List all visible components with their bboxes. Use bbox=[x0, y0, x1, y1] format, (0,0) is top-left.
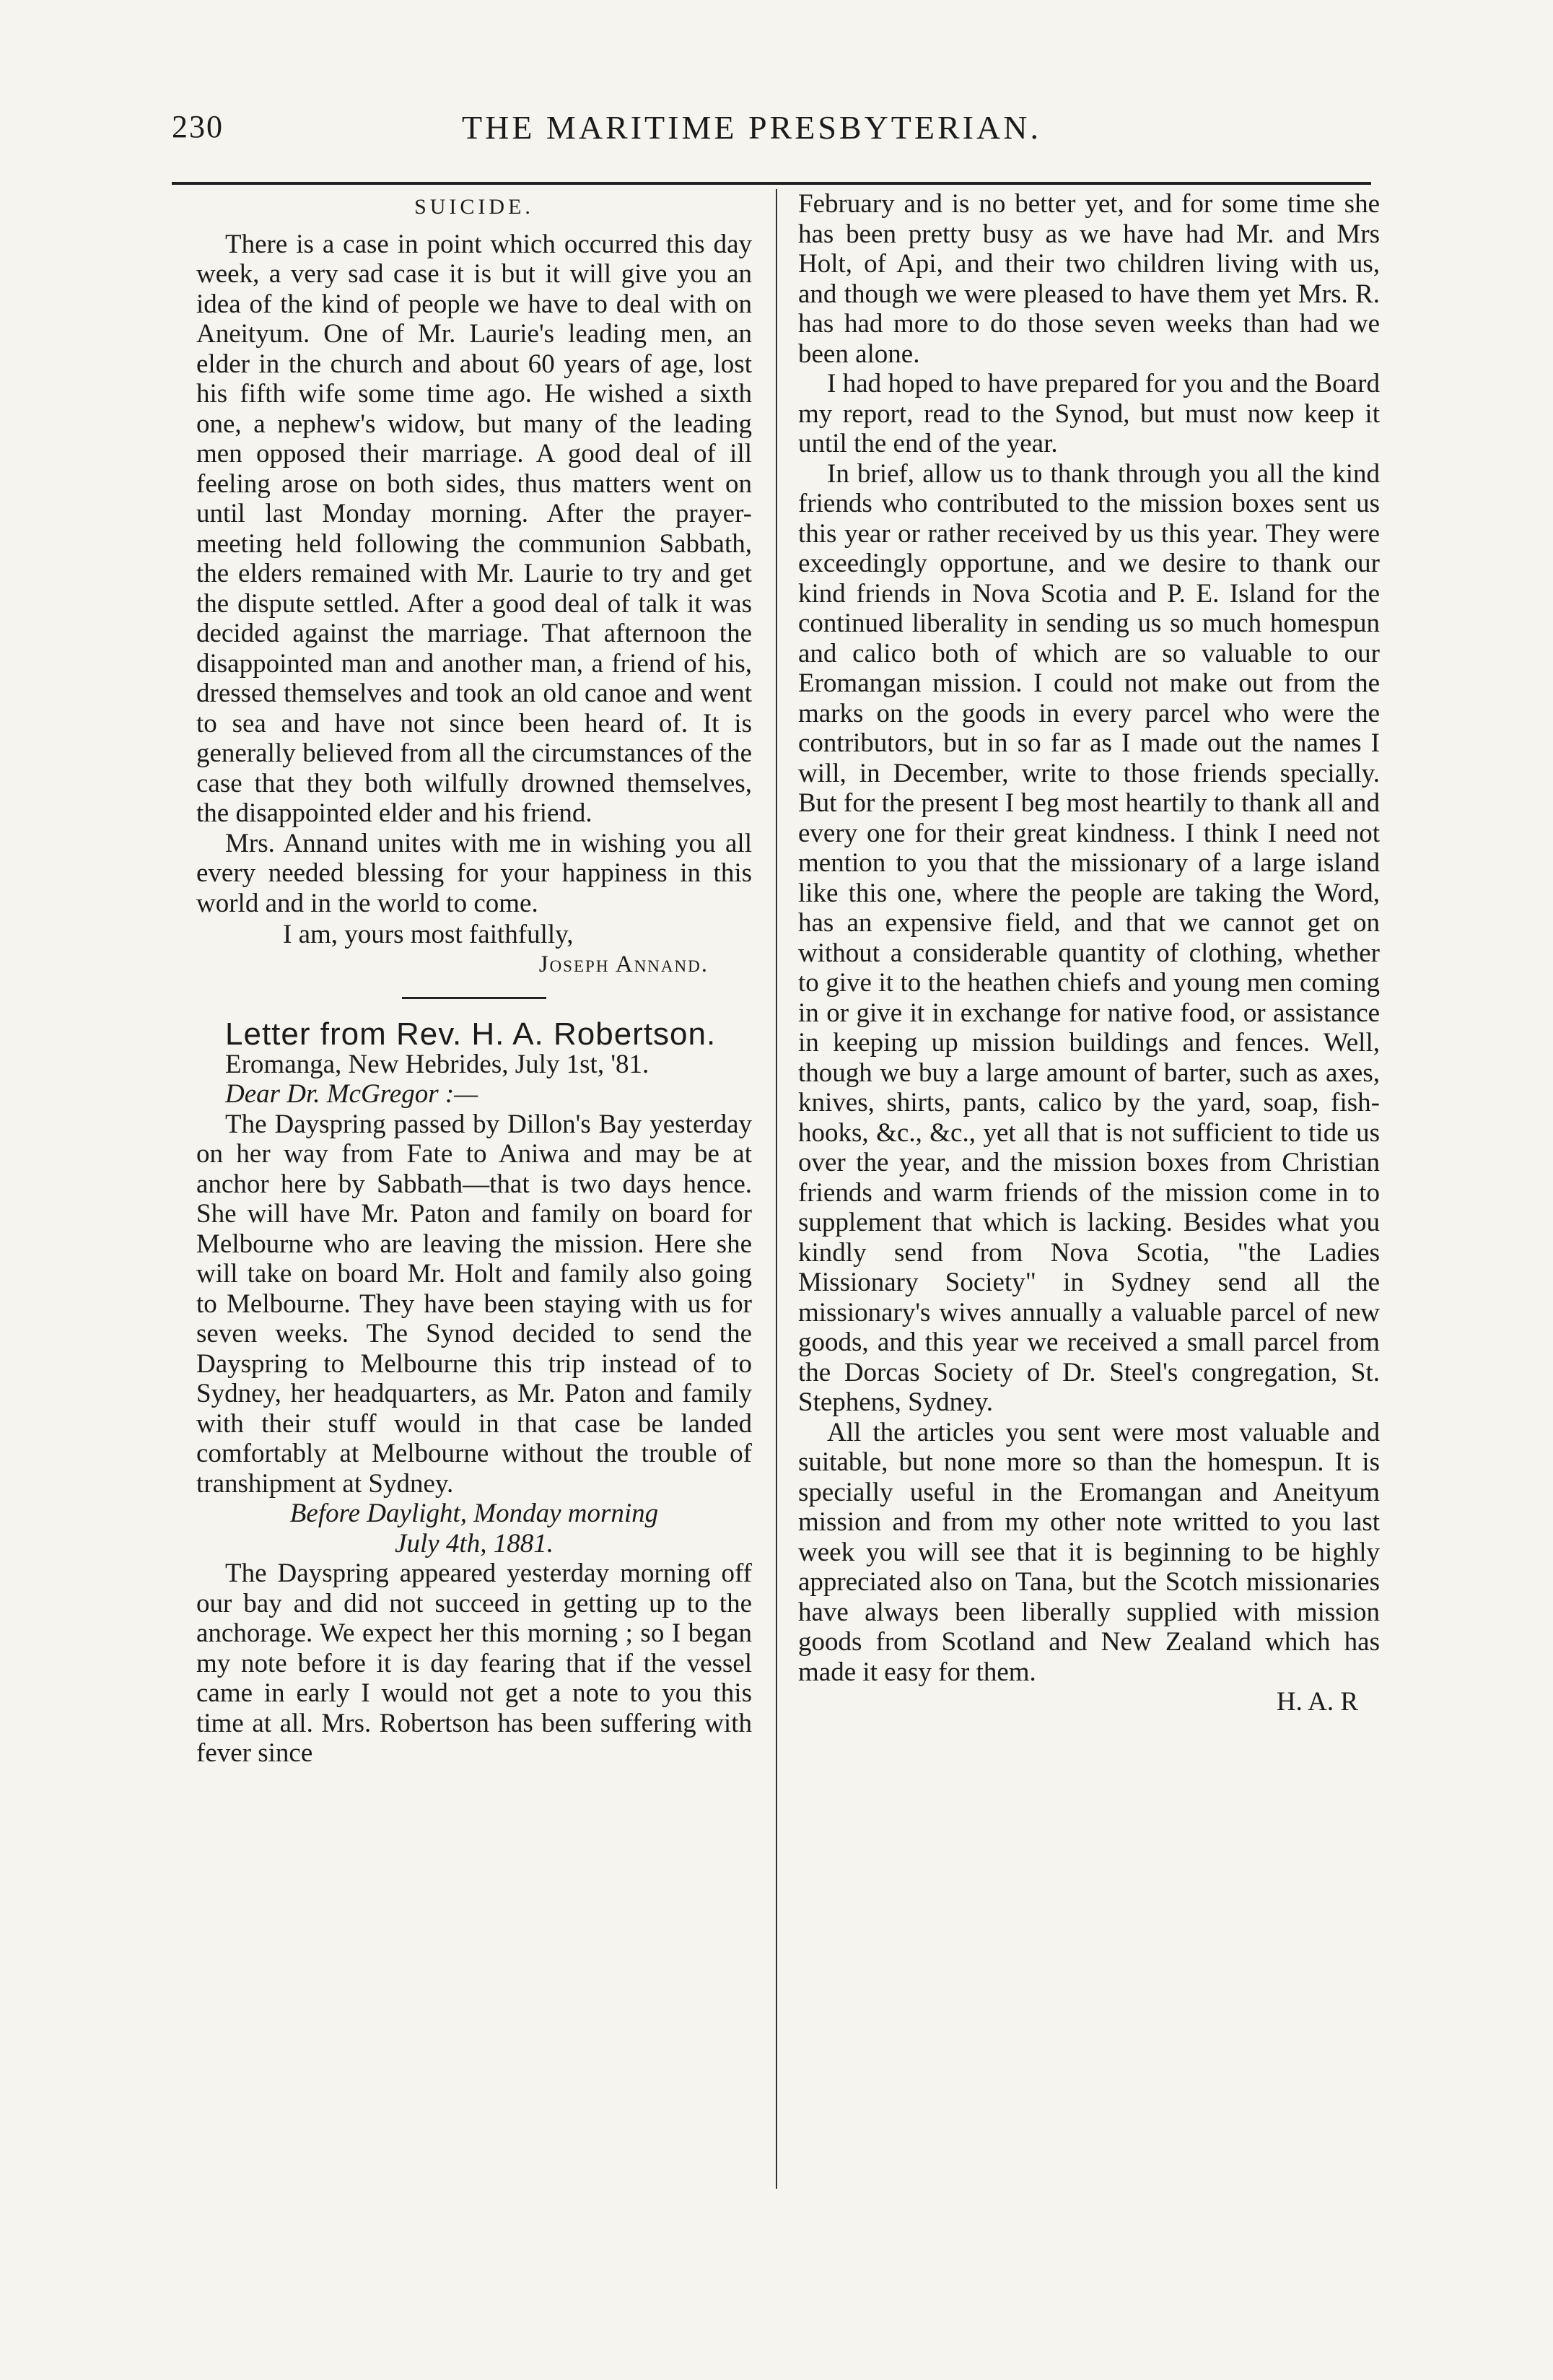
paragraph: February and is no better yet, and for some time she has been pretty busy as we have had Mr. and Mrs Holt, of Api, and their two children living with us, and though we were pleased to have them yet Mrs. R. has had more to do those seven weeks than had we been alone. bbox=[798, 189, 1380, 369]
letter-heading: Letter from Rev. H. A. Robertson. bbox=[225, 1016, 717, 1052]
paragraph: I had hoped to have prepared for you and the Board my report, read to the Synod, but must now keep it until the end of the year. bbox=[798, 369, 1380, 458]
dateline-daylight-1: Before Daylight, Monday morning bbox=[289, 1499, 659, 1528]
page-number: 230 bbox=[172, 109, 224, 144]
paragraph: The Dayspring appeared yesterday morning off our bay and did not succeed in getting up to the anchorage. We expect her this morning ; so I began my note before it is day fearing that if the vessel came in early I would not get a note to you this time at all. Mrs. Robertson has been suffering with fever since bbox=[196, 1559, 752, 1768]
section-divider bbox=[402, 997, 546, 999]
paragraph: All the articles you sent were most valuable and suitable, but none more so than the homespun. It is specially useful in the Eromangan and Aneityum mission and from my other note writted to you last week you will see that it is beginning to be highly appreciated also on Tana, but the Scotch missionaries have always been liberally supplied with mission goods from Scotland and New Zealand which has made it easy for them. bbox=[798, 1417, 1380, 1687]
dateline: Eromanga, New Hebrides, July 1st, '81. bbox=[225, 1049, 649, 1079]
column-divider bbox=[776, 189, 777, 2189]
letter-closing: I am, yours most faithfully, bbox=[283, 920, 574, 949]
paragraph: There is a case in point which occurred this day week, a very sad case it is but it will give you an idea of the kind of people we have to deal with on Aneityum. One of Mr. Laurie's leading men, an elder in the church and about 60 years of age, lost his fifth wife some time ago. He wished a sixth one, a nephew's widow, but many of the leading men opposed their marriage. A good deal of ill feeling arose on both sides, thus matters went on until last Monday morning. After the prayer-meeting held following the communion Sabbath, the elders remained with Mr. Laurie to try and get the dispute settled. After a good deal of talk it was decided against the marriage. That afternoon the disappointed man and another man, a friend of his, dressed themselves and took an old canoe and went to sea and have not since been heard of. It is generally believed from all the circumstances of the case that they both wilfully drowned themselves, the disappointed elder and his friend. bbox=[196, 229, 752, 828]
salutation: Dear Dr. McGregor :— bbox=[225, 1079, 478, 1109]
paragraph: The Dayspring passed by Dillon's Bay yesterday on her way from Fate to Aniwa and may be at anchor here by Sabbath—that is two days hence. She will have Mr. Paton and family on board for Melbourne who are leaving the mission. Here she will take on board Mr. Holt and family also going to Melbourne. They have been staying with us for seven weeks. The Synod decided to send the Dayspring to Melbourne this trip instead of to Sydney, her headquarters, as Mr. Paton and family with their stuff would in that case be landed comfortably at Melbourne without the trouble of transhipment at Sydney. bbox=[196, 1109, 752, 1499]
header-rule bbox=[172, 182, 1371, 185]
paragraph: Mrs. Annand unites with me in wishing you all every needed blessing for your happiness in this world and in the world to come. bbox=[196, 828, 752, 918]
signature-robertson: H. A. R bbox=[1276, 1687, 1358, 1717]
dateline-daylight-2: July 4th, 1881. bbox=[395, 1528, 554, 1559]
running-head: THE MARITIME PRESBYTERIAN. bbox=[462, 109, 1041, 146]
right-column bbox=[798, 189, 1380, 1717]
section-heading-suicide: SUICIDE. bbox=[414, 195, 534, 219]
signature-annand: Joseph Annand. bbox=[538, 951, 709, 977]
paragraph: In brief, allow us to thank through you all the kind friends who contributed to the mission boxes sent us this year or rather received by us this year. They were exceedingly opportune, and we desire to thank our kind friends in Nova Scotia and P. E. Island for the continued liberality in sending us so much homespun and calico both of which are so valuable to our Eromangan mission. I could not make out from the marks on the goods in every parcel who were the contributors, but in so far as I made out the names I will, in December, write to those friends specially. But for the present I beg most heartily to thank all and every one for their great kindness. I think I need not mention to you that the missionary of a large island like this one, where the people are taking the Word, has an expensive field, and that we cannot get on without a considerable quantity of clothing, whether to give it to the heathen chiefs and young men coming in or give it in exchange for native food, or assistance in keeping up mission buildings and fences. Well, though we buy a large amount of barter, such as axes, knives, shirts, pants, calico by the yard, soap, fish-hooks, &c., &c., yet all that is not sufficient to tide us over the year, and the mission boxes from Christian friends and warm friends of the mission come in to supplement that which is lacking. Besides what you kindly send from Nova Scotia, "the Ladies Missionary Society" in Sydney send all the missionary's wives annually a valuable parcel of new goods, and this year we received a small parcel from the Dorcas Society of Dr. Steel's congregation, St. Stephens, Sydney. bbox=[798, 458, 1380, 1417]
left-column bbox=[196, 189, 752, 1769]
